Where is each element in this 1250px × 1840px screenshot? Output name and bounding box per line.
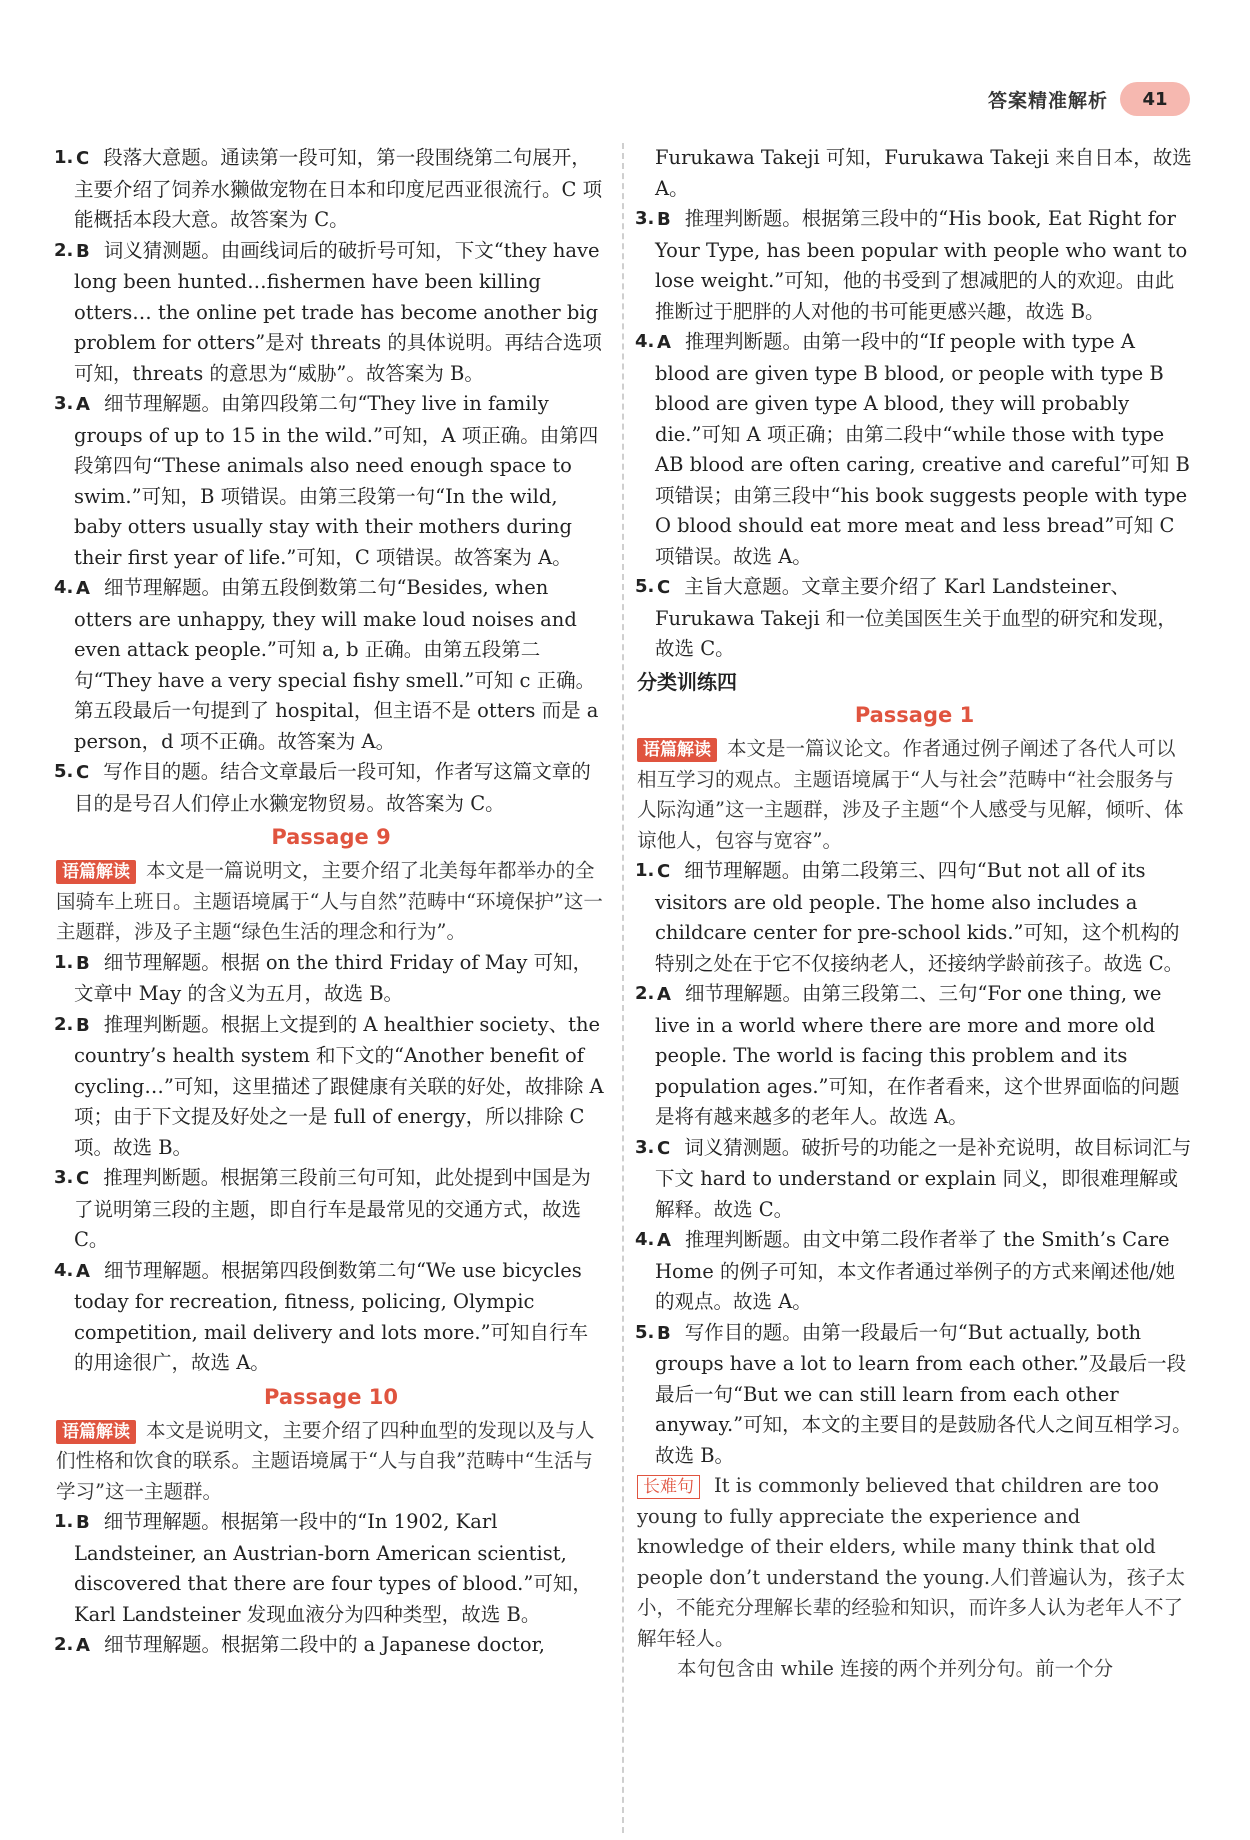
left-column — [56, 143, 606, 1662]
answer-item: 5. B 写作目的题。由第一段最后一句“But actually, both groups have a lot to learn from each other.”及最后一段最后一句“But we can still learn from each other anyway.”可知，本文的主要目的是鼓励各代人之间互相学习。故选 B。 — [635, 1320, 1192, 1467]
page-header — [988, 82, 1190, 116]
passage-title: Passage 10 — [264, 1384, 398, 1409]
answer-item: 4. A 推理判断题。由第一段中的“If people with type A blood are given type B blood, or people with type B blood are given type A blood, they will probably die.”可知 A 项正确；由第二段中“while those with type AB blood are often caring, creative and careful”可知 B 项错误；由第三段中“his book suggests people with type O blood should eat more meat and less bread”可知 C 项错误。故选 A。 — [635, 330, 1190, 568]
answer-item: 2. B 词义猜测题。由画线词后的破折号可知，下文“they have long been hunted…fishermen have been killing otters… the online pet trade has become another big problem for otters”是对 threats 的具体说明。再结合选项可知，threats 的意思为“威胁”。故答案为 B。 — [54, 238, 602, 385]
reading-tag: 语篇解读 — [56, 860, 136, 884]
answer-item: 3. A 细节理解题。由第四段第二句“They live in family groups of up to 15 in the wild.”可知，A 项正确。由第四段第四句“These animals also need enough space to swim.”可知，B 项错误。由第三段第一句“In the wild, baby otters usually stay with their mothers during their first year of life.”可知，C 项错误。故答案为 A。 — [54, 392, 599, 569]
reading-tag: 语篇解读 — [56, 1420, 136, 1444]
right-column — [637, 143, 1192, 1685]
answer-continuation: Furukawa Takeji 可知，Furukawa Takeji 来自日本，故选 A。 — [655, 146, 1192, 200]
answer-item: 1. C 细节理解题。由第二段第三、四句“But not all of its visitors are old people. The home also includes a childcare center for pre-school kids.”可知，这个机构的特别之处在于它不仅接纳老人，还接纳学龄前孩子。故选 C。 — [635, 859, 1184, 975]
answer-item: 2. A 细节理解题。由第三段第二、三句“For one thing, we live in a world where there are more and more old people. The world is facing this problem and its population ages.”可知，在作者看来，这个世界面临的问题是将有越来越多的老年人。故选 A。 — [635, 982, 1180, 1128]
answer-item: 3. C 词义猜测题。破折号的功能之一是补充说明，故目标词汇与下文 hard to understand or explain 同义，即很难理解或解释。故选 C。 — [635, 1135, 1192, 1221]
passage-intro: 语篇解读 本文是说明文，主要介绍了四种血型的发现以及与人们性格和饮食的联系。主题语境属于“人与自我”范畴中“生活与学习”这一主题群。 — [56, 1418, 595, 1503]
answer-item: 4. A 细节理解题。根据第四段倒数第二句“We use bicycles today for recreation, fitness, policing, Olympic competition, mail delivery and lots more.”可知自行车的用途很广，故选 A。 — [54, 1258, 589, 1374]
answer-item: 2. B 推理判断题。根据上文提到的 A healthier society、the country’s health system 和下文的“Another benefit of cycling…”可知，这里描述了跟健康有关联的好处，故排除 A 项；由于下文提及好处之一是 full of energy，所以排除 C 项。故选 B。 — [54, 1012, 604, 1159]
answer-item: 5. C 主旨大意题。文章主要介绍了 Karl Landsteiner、Furukawa Takeji 和一位美国医生关于血型的研究和发现，故选 C。 — [635, 575, 1177, 660]
answer-item: 1. B 细节理解题。根据第一段中的“In 1902, Karl Landsteiner, an Austrian-born American scientist, discovered that there are four types of blood.”可知，Karl Landsteiner 发现血液分为四种类型，故选 B。 — [54, 1510, 592, 1626]
answer-item: 4. A 推理判断题。由文中第二段作者举了 the Smith’s Care Home 的例子可知，本文作者通过举例子的方式来阐述他/她的观点。故选 A。 — [635, 1228, 1176, 1313]
answer-item: 5. C 写作目的题。结合文章最后一段可知，作者写这篇文章的目的是号召人们停止水獭宠物贸易。故答案为 C。 — [54, 760, 591, 815]
long-sentence: 长难句 It is commonly believed that children are too young to fully appreciate the experience and knowledge of their elders, while many think that old people don’t understand the young.人们普遍认为，孩子太小，不能充分理解长辈的经验和知识，而许多人认为老年人不了解年轻人。 — [637, 1474, 1186, 1650]
long-sentence-tag: 长难句 — [637, 1475, 700, 1499]
answer-item: 1. B 细节理解题。根据 on the third Friday of May 可知，文章中 May 的含义为五月，故选 B。 — [54, 950, 593, 1005]
passage-title: Passage 9 — [271, 825, 391, 849]
header-title: 答案精准解析 — [987, 89, 1108, 112]
answer-item: 1. C 段落大意题。通读第一段可知，第一段围绕第二句展开，主要介绍了饲养水獭做宠物在日本和印度尼西亚很流行。C 项能概括本段大意。故答案为 C。 — [54, 146, 603, 231]
section-title: 分类训练四 — [637, 669, 737, 694]
page-number: 41 — [1120, 82, 1190, 116]
passage-intro: 语篇解读 本文是一篇议论文。作者通过例子阐述了各代人可以相互学习的观点。主题语境属于“人与社会”范畴中“社会服务与人际沟通”这一主题群，涉及子主题“个人感受与见解，倾听、体谅他人，包容与宽容”。 — [637, 737, 1184, 852]
answer-item: 3. C 推理判断题。根据第三段前三句可知，此处提到中国是为了说明第三段的主题，即自行车是最常见的交通方式，故选 C。 — [54, 1166, 591, 1251]
passage-intro: 语篇解读 本文是一篇说明文，主要介绍了北美每年都举办的全国骑车上班日。主题语境属于“人与自然”范畴中“环境保护”这一主题群，涉及子主题“绿色生活的理念和行为”。 — [56, 859, 603, 943]
answer-item: 4. A 细节理解题。由第五段倒数第二句“Besides, when otters are unhappy, they will make loud noises and even attack people.”可知 a, b 正确。由第五段第二句“They have a very special fishy smell.”可知 c 正确。第五段最后一句提到了 hospital，但主语不是 otters 而是 a person，d 项不正确。故答案为 A。 — [54, 576, 599, 753]
passage-title: Passage 1 — [854, 703, 975, 727]
answer-item: 3. B 推理判断题。根据第三段中的“His book, Eat Right for Your Type, has been popular with people who want to lose weight.”可知，他的书受到了想减肥的人的欢迎。由此推断过于肥胖的人对他的书可能更感兴趣，故选 B。 — [635, 207, 1188, 323]
long-sentence-analysis: 本句包含由 while 连接的两个并列分句。前一个分 — [677, 1657, 1114, 1680]
reading-tag: 语篇解读 — [637, 738, 717, 762]
answer-item: 2. A 细节理解题。根据第二段中的 a Japanese doctor, — [54, 1633, 545, 1656]
column-divider — [622, 143, 624, 1833]
